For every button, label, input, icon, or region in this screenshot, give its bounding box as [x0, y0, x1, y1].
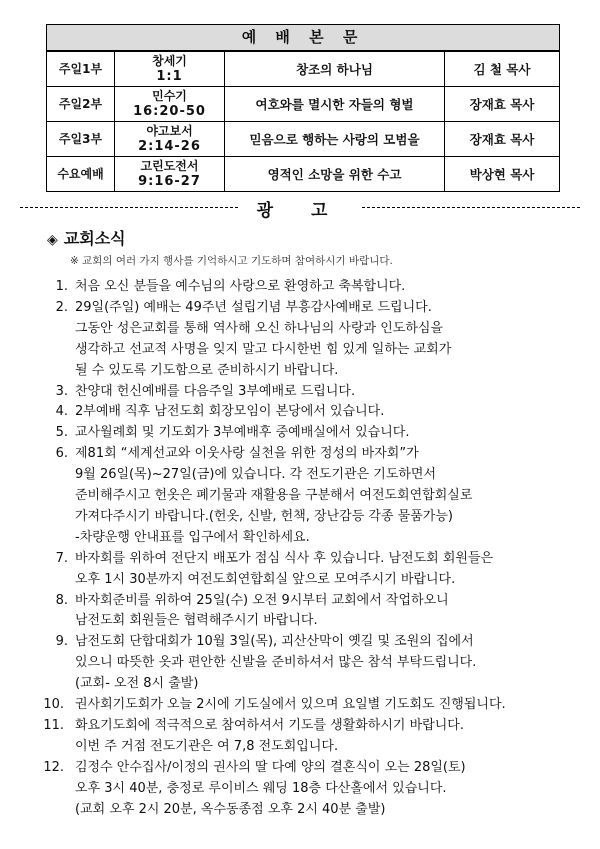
scripture-ref: 2:14-26: [138, 139, 201, 154]
announcement-line: -차량운행 안내표를 입구에서 확인하세요.: [75, 529, 310, 545]
announcement-line: 준비해주시고 헌옷은 폐기물과 재활용을 구분해서 여전도회연합회실로: [75, 488, 473, 503]
announcement-line: 생각하고 선교적 사명을 잊지 말고 다시한번 힘 있게 일하는 교회가: [75, 341, 452, 357]
section-heading: [47, 226, 126, 249]
scripture: [115, 87, 225, 122]
scripture-ref: 16:20-50: [133, 104, 206, 119]
announcement-line: (교회 오후 2시 20분, 옥수동종점 오후 2시 40분 출발): [75, 801, 386, 817]
announcement-line: 2부예배 직후 남전도회 회장모임이 본당에서 있습니다.: [75, 404, 385, 420]
scripture-book: 고린도전서: [140, 159, 199, 173]
worship-title: 예 배 본 문: [47, 25, 560, 52]
announcement-line: 오후 1시 30분까지 여전도회연합회실 앞으로 모여주시기 바랍니다.: [75, 571, 456, 587]
item-number: 11.: [43, 717, 64, 733]
item-number: 9.: [55, 634, 68, 650]
announcement-line: 오후 3시 40분, 충정로 루이비스 웨딩 18층 다산홀에서 있습니다.: [75, 780, 447, 796]
worship-table: [46, 24, 560, 192]
announcement-line: 교사월례회 및 기도회가 3부예배후 중예배실에서 있습니다.: [75, 425, 410, 441]
section-note: ※ 교회의 여러 가지 행사를 기억하시고 기도하며 참여하시기 바랍니다.: [70, 255, 393, 267]
announcement-line: 김정수 안수집사/이정의 권사의 딸 다예 양의 결혼식이 오는 28일(토): [75, 759, 466, 775]
announcement-line: 제81회 “세계선교와 이웃사랑 실천을 위한 정성의 바자회”가: [75, 446, 419, 462]
service-name: 주일3부: [47, 122, 115, 157]
service-name: 수요예배: [47, 157, 115, 192]
ad-heading: [20, 198, 580, 221]
divider: [362, 207, 580, 208]
worship-title-row: [47, 25, 560, 52]
announcement-line: 될 수 있도록 기도함으로 준비하시기 바랍니다.: [75, 362, 339, 378]
announcement-line: 있으니 따뜻한 옷과 편안한 신발을 준비하셔서 많은 참석 부탁드립니다.: [75, 655, 477, 671]
scripture: [115, 51, 225, 87]
sermon-title: 믿음으로 행하는 사랑의 모범을: [225, 122, 445, 157]
announcement-line: 그동안 성은교회를 통해 역사해 오신 하나님의 사랑과 인도하심을: [75, 320, 443, 336]
item-number: 6.: [55, 446, 68, 462]
item-number: 8.: [55, 592, 68, 608]
announcement-line: 바자회준비를 위하여 25일(수) 오전 9시부터 교회에서 작업하오니: [75, 592, 449, 608]
service-name: 주일2부: [47, 87, 115, 122]
item-number: 12.: [43, 759, 64, 775]
announcement-line: 29일(주일) 예배는 49주년 설립기념 부흥감사예배로 드립니다.: [75, 299, 432, 315]
worship-row: [47, 87, 560, 122]
scripture-book: 창세기: [152, 54, 187, 68]
worship-row: [47, 122, 560, 157]
worship-row: [47, 157, 560, 192]
sermon-title: 여호와를 멸시한 자들의 형벌: [225, 87, 445, 122]
scripture-ref: 1:1: [156, 69, 183, 84]
item-number: 4.: [55, 404, 68, 420]
item-number: 2.: [55, 299, 68, 315]
ad-heading-label: 광 고: [256, 201, 344, 221]
announcement-line: 화요기도회에 적극적으로 참여하셔서 기도를 생활화하시기 바랍니다.: [75, 717, 464, 733]
scripture: [115, 157, 225, 192]
announcement-line: (교회- 오전 8시 출발): [75, 676, 199, 692]
announcement-line: 이번 주 거점 전도기관은 여 7,8 전도회입니다.: [75, 738, 339, 754]
worship-row: [47, 51, 560, 87]
service-name: 주일1부: [47, 51, 115, 87]
section-title: 교회소식: [63, 229, 126, 248]
announcement-line: 9월 26일(목)~27일(금)에 있습니다. 각 전도기관은 기도하면서: [75, 467, 437, 483]
item-number: 10.: [43, 697, 64, 712]
scripture: [115, 122, 225, 157]
preacher: 박상현 목사: [445, 157, 560, 192]
sermon-title: 창조의 하나님: [225, 51, 445, 87]
preacher: 장재효 목사: [445, 122, 560, 157]
announcement-line: 처음 오신 분들을 예수님의 사랑으로 환영하고 축복합니다.: [75, 279, 406, 294]
diamond-bullet-icon: ◈: [47, 232, 58, 248]
item-number: 5.: [55, 425, 68, 441]
item-number: 1.: [55, 279, 68, 294]
announcement-line: 권사회기도회가 오늘 2시에 기도실에서 있으며 요일별 기도회도 진행됩니다.: [75, 697, 506, 712]
scripture-book: 민수기: [152, 89, 187, 103]
preacher: 장재효 목사: [445, 87, 560, 122]
announcement-line: 바자회를 위하여 전단지 배포가 점심 식사 후 있습니다. 남전도회 회원들은: [75, 550, 494, 566]
scripture-book: 야고보서: [146, 124, 193, 138]
announcement-line: 남전도회 회원들은 협력해주시기 바랍니다.: [75, 613, 318, 629]
announcement-line: 남전도회 단합대회가 10월 3일(목), 괴산산막이 옛길 및 조원의 집에서: [75, 634, 474, 650]
scripture-ref: 9:16-27: [138, 174, 201, 189]
item-number: 7.: [55, 550, 68, 566]
preacher: 김 철 목사: [445, 51, 560, 87]
sermon-title: 영적인 소망을 위한 수고: [225, 157, 445, 192]
announcement-line: 찬양대 헌신예배를 다음주일 3부예배로 드립니다.: [75, 383, 356, 399]
item-number: 3.: [55, 383, 68, 399]
announcement-line: 가져다주시기 바랍니다.(헌옷, 신발, 헌책, 장난감등 각종 물품가능): [75, 508, 453, 524]
